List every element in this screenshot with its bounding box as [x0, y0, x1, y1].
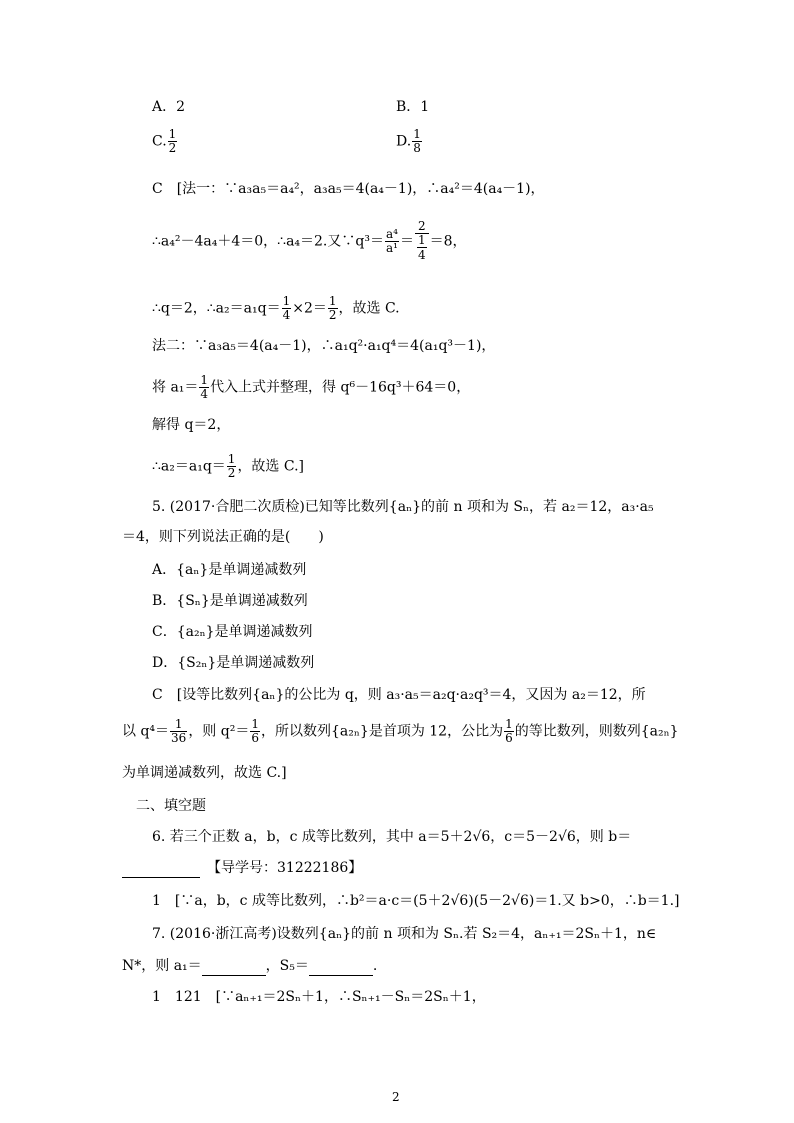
fraction: $\frac{1}{2}$ [168, 127, 177, 155]
q6-stem-line-1: 6. 若三个正数 a，b，c 成等比数列，其中 a＝5＋2√6，c＝5－2√6，则 b＝ [152, 829, 632, 845]
option-c: C. $\frac{1}{2}$ [152, 127, 177, 155]
fraction: $\frac{1}{4}$ [200, 373, 209, 401]
option-b: B．1 [396, 99, 430, 115]
q6-solution: 1 [∵a，b，c 成等比数列，∴b²＝a·c＝(5＋2√6)(5－2√6)＝1.又 b>0，∴b＝1.] [152, 893, 680, 909]
fraction: $\frac{1}{2}$ [328, 294, 337, 322]
option-a: A．2 [152, 99, 186, 115]
q5-stem-line-2: ＝4，则下列说法正确的是( ) [122, 529, 324, 545]
fraction: $\frac{1}{6}$ [251, 717, 259, 745]
q4-solution-line-6: 解得 q＝2， [152, 417, 231, 433]
q5-stem-line-1: 5. (2017·合肥二次质检)已知等比数列{aₙ}的前 n 项和为 Sₙ，若 a₂＝12，a₃·a₅ [152, 499, 654, 515]
fraction: $\frac{1}{8}$ [413, 127, 421, 155]
q5-solution-line-3: 为单调递减数列，故选 C.] [122, 765, 287, 781]
fraction: $\frac{1}{4}$ [282, 294, 291, 322]
answer-blank[interactable] [122, 859, 200, 878]
fraction: $\frac{1}{36}$ [171, 717, 187, 745]
q5-solution-line-2: 以 q⁴＝ $\frac{1}{36}$ ，则 q²＝ $\frac{1}{6}$ ，所以数列{a₂ₙ}是首项为 12，公比为 $\frac{1}{6}$ 的等比数列，则数列{a₂ₙ} [122, 717, 679, 745]
q6-stem-line-2: 【导学号：31222186】 [122, 859, 362, 878]
answer-blank-a1[interactable] [202, 957, 266, 976]
q5-option-d: D．{S₂ₙ}是单调递减数列 [152, 655, 315, 671]
q4-solution-line-1: C [法一：∵a₃a₅＝a₄²，a₃a₅＝4(a₄－1)，∴a₄²＝4(a₄－1)， [152, 181, 545, 197]
fraction: $\frac{1}{4}$ [417, 233, 426, 262]
fraction: $\frac{2}{\frac{1}{4}}$ [415, 220, 429, 263]
section-title: 二、填空题 [136, 798, 206, 814]
q5-option-c: C．{a₂ₙ}是单调递减数列 [152, 624, 313, 640]
q7-stem-line-1: 7. (2016·浙江高考)设数列{aₙ}的前 n 项和为 Sₙ.若 S₂＝4，aₙ₊₁＝2Sₙ＋1，n∈ [152, 926, 657, 942]
page-number: 2 [392, 1090, 400, 1104]
q5-option-b: B．{Sₙ}是单调递减数列 [152, 593, 308, 609]
q4-solution-line-4: 法二：∵a₃a₅＝4(a₄－1)，∴a₁q²·a₁q⁴＝4(a₁q³－1)， [152, 338, 496, 354]
q4-solution-line-2: ∴a₄²－4a₄＋4＝0，∴a₄＝2.又∵q³＝ $\frac{\text{a⁴}}{\text{a¹}}$ ＝ $\frac{2}{\frac{1}{4}}$ ＝8， [152, 219, 467, 262]
fraction: $\frac{1}{6}$ [505, 717, 513, 745]
fraction: $\frac{1}{2}$ [227, 452, 236, 480]
q5-solution-line-1: C [设等比数列{aₙ}的公比为 q，则 a₃·a₅＝a₂q·a₂q³＝4，又因为 a₂＝12，所 [152, 687, 646, 703]
fraction: $\frac{\text{a⁴}}{\text{a¹}}$ [385, 227, 398, 255]
q4-solution-line-7: ∴a₂＝a₁q＝ $\frac{1}{2}$ ，故选 C.] [152, 452, 305, 480]
q7-stem-line-2: N*，则 a₁＝ ，S₅＝ . [122, 958, 378, 974]
option-d: D. $\frac{1}{8}$ [396, 127, 421, 155]
q7-solution: 1 121 [∵aₙ₊₁＝2Sₙ＋1，∴Sₙ₊₁－Sₙ＝2Sₙ＋1， [152, 989, 486, 1005]
q4-solution-line-5: 将 a₁＝ $\frac{1}{4}$ 代入上式并整理，得 q⁶－16q³＋64＝0， [152, 373, 471, 401]
answer-blank-s5[interactable] [309, 957, 373, 976]
q4-solution-line-3: ∴q＝2，∴a₂＝a₁q＝ $\frac{1}{4}$ ×2＝ $\frac{1}{2}$ ，故选 C. [152, 294, 400, 322]
q5-option-a: A．{aₙ}是单调递减数列 [152, 562, 307, 578]
